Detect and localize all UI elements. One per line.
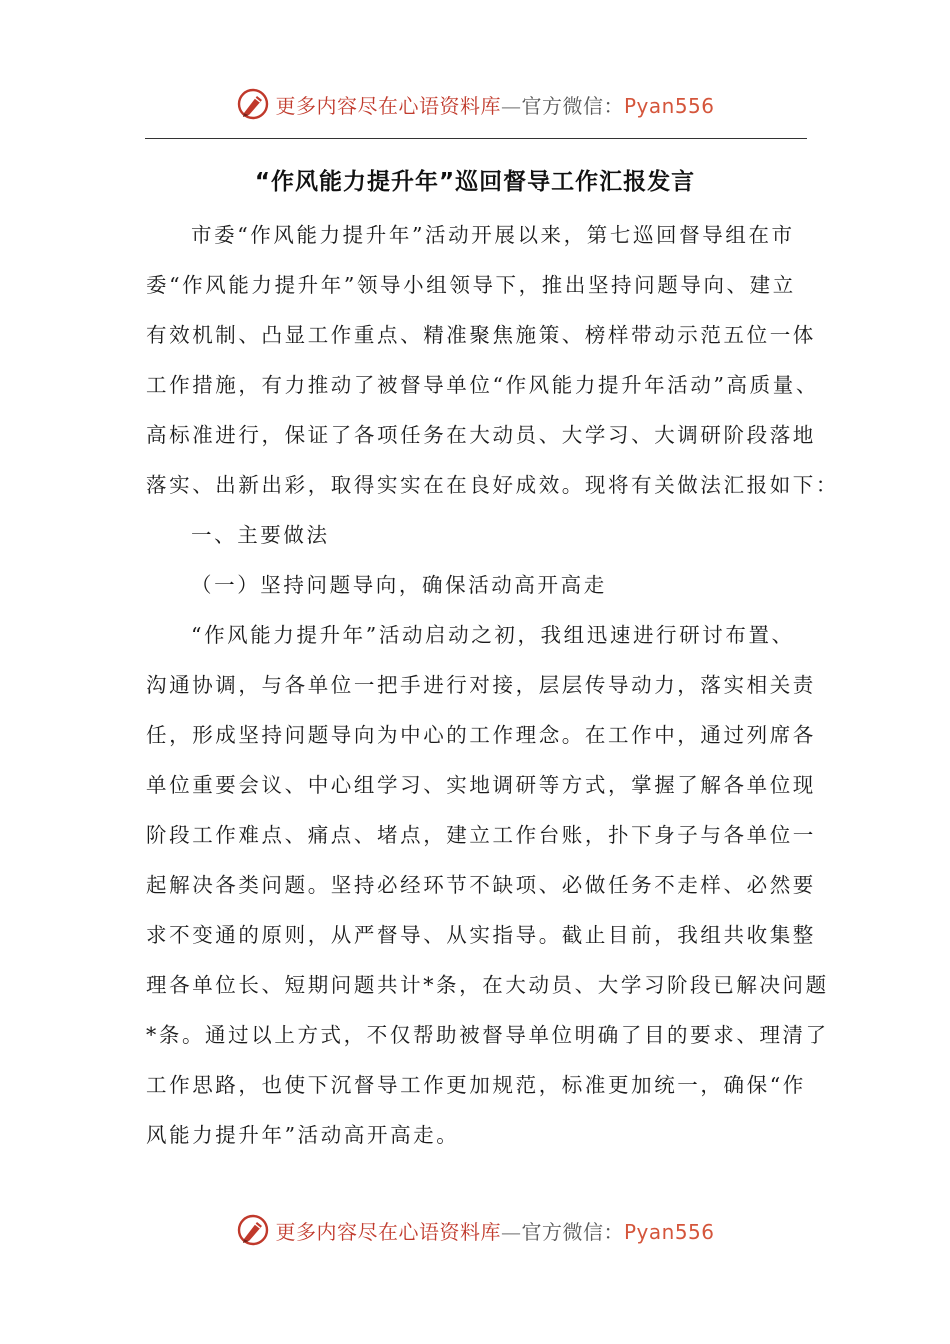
pen-in-circle-icon	[235, 86, 271, 122]
section-heading: 一、主要做法	[191, 523, 330, 547]
pen-in-circle-icon	[235, 1212, 271, 1248]
paragraph-line: 高标准进行，保证了各项任务在大动员、大学习、大调研阶段落地	[146, 423, 816, 447]
paragraph-line: 求不变通的原则，从严督导、从实指导。截止目前，我组共收集整	[146, 923, 816, 947]
footer-banner	[0, 1208, 950, 1252]
paragraph-line: 理各单位长、短期问题共计*条，在大动员、大学习阶段已解决问题	[146, 973, 829, 997]
banner-slogan: 更多内容尽在心语资料库	[275, 93, 501, 118]
paragraph-line: 有效机制、凸显工作重点、精准聚焦施策、榜样带动示范五位一体	[146, 323, 816, 347]
paragraph-line: 任，形成坚持问题导向为中心的工作理念。在工作中，通过列席各	[146, 723, 816, 747]
paragraph-line: 单位重要会议、中心组学习、实地调研等方式，掌握了解各单位现	[146, 773, 816, 797]
header-banner	[0, 82, 950, 126]
banner-slogan: 更多内容尽在心语资料库	[275, 1219, 501, 1244]
paragraph-line: 工作思路，也使下沉督导工作更加规范，标准更加统一，确保“作	[146, 1073, 806, 1097]
banner-wechat-id: Pyan556	[623, 93, 715, 118]
banner-wechat-label: 官方微信：	[521, 93, 624, 118]
paragraph-line: 沟通协调，与各单位一把手进行对接，层层传导动力，落实相关责	[146, 673, 816, 697]
paragraph-line: 工作措施，有力推动了被督导单位“作风能力提升年活动”高质量、	[146, 373, 819, 397]
subsection-heading: （一）坚持问题导向，确保活动高开高走	[191, 573, 607, 597]
banner-dash: —	[500, 1219, 522, 1244]
document-body	[146, 210, 839, 1160]
paragraph-line: 市委“作风能力提升年”活动开展以来，第七巡回督导组在市	[191, 223, 795, 247]
paragraph-line: 委“作风能力提升年”领导小组领导下，推出坚持问题导向、建立	[146, 273, 796, 297]
document-title: “作风能力提升年”巡回督导工作汇报发言	[254, 169, 696, 195]
paragraph-line: *条。通过以上方式，不仅帮助被督导单位明确了目的要求、理清了	[146, 1023, 829, 1047]
banner-text	[275, 90, 714, 119]
banner-wechat-label: 官方微信：	[521, 1219, 624, 1244]
paragraph-line: 风能力提升年”活动高开高走。	[146, 1123, 460, 1147]
banner-wechat-id: Pyan556	[623, 1219, 715, 1244]
paragraph-line: 阶段工作难点、痛点、堵点，建立工作台账，扑下身子与各单位一	[146, 823, 816, 847]
header-divider	[145, 138, 807, 139]
paragraph-line: “作风能力提升年”活动启动之初，我组迅速进行研讨布置、	[191, 623, 795, 647]
banner-text	[275, 1216, 714, 1245]
banner-dash: —	[500, 93, 522, 118]
paragraph-line: 落实、出新出彩，取得实实在在良好成效。现将有关做法汇报如下：	[146, 473, 839, 497]
paragraph-line: 起解决各类问题。坚持必经环节不缺项、必做任务不走样、必然要	[146, 873, 816, 897]
